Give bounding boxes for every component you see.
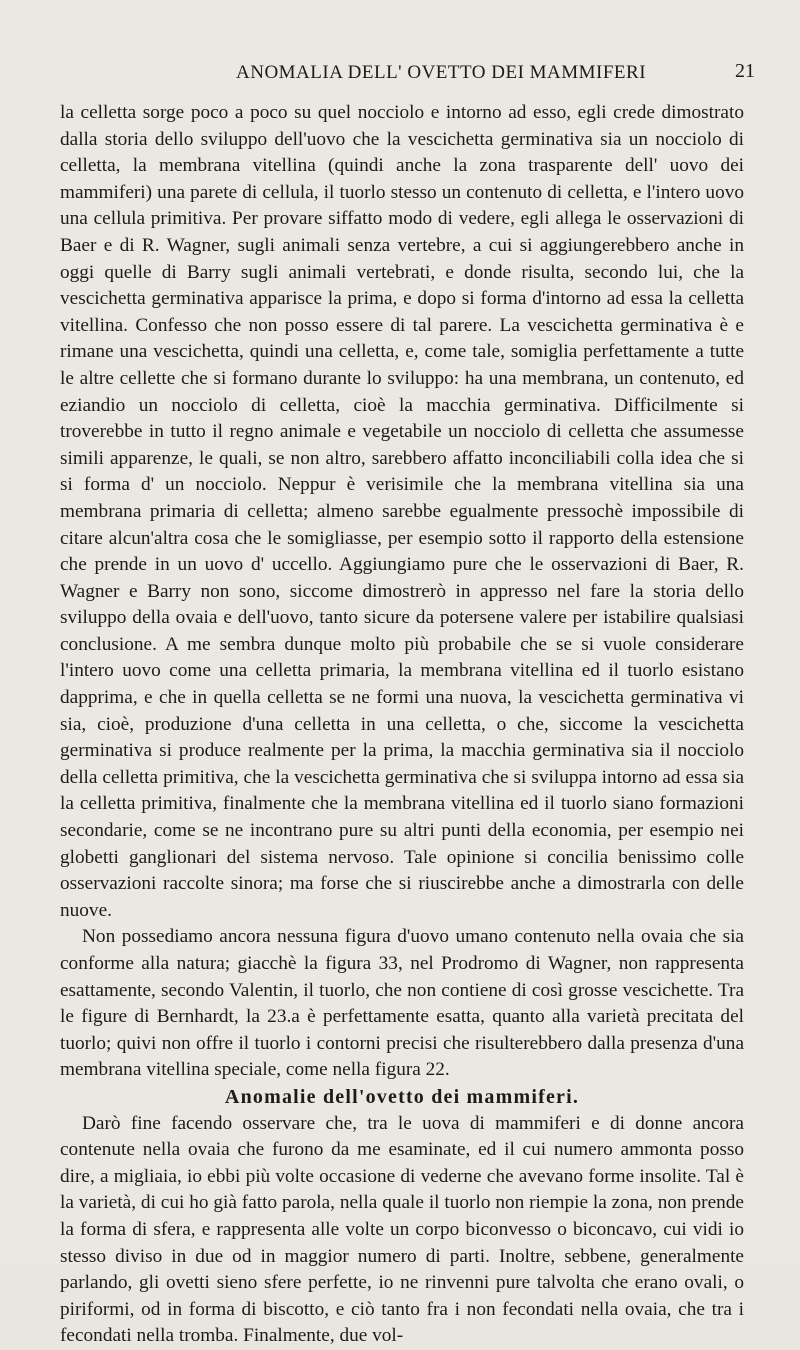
paragraph: la celletta sorge poco a poco su quel nocciolo e intorno ad esso, egli crede dimostrato dalla storia dello sviluppo dell'uovo che la vescichetta germinativa sia un nocciolo di celletta, la membrana vitellina (quindi anche la zona trasparente dell' uovo dei mammiferi) una parete di cellula, il tuorlo stesso un contenuto di celletta, e l'intero uovo una cellula primitiva. Per provare siffatto modo di vedere, egli allega le osservazioni di Baer e di R. Wagner, sugli animali senza vertebre, a cui si aggiungerebbero anche in oggi quelle di Barry sugli animali vertebrati, e donde risulta, secondo lui, che la vescichetta germinativa apparisce la prima, e dopo si forma d'intorno ad essa la celletta vitellina. Confesso che non posso essere di tal parere. La vescichetta germinativa è e rimane una vescichetta, quindi una celletta, e, come tale, somiglia perfettamente a tutte le altre cellette che si formano durante lo sviluppo: ha una membrana, un contenuto, ed eziandio un nocciolo di celletta, cioè la macchia germinativa. Difficilmente si troverebbe in tutto il regno animale e vegetabile un nocciolo di celletta che assumesse simili apparenze, le quali, se non altro, sarebbero affatto inconciliabili colla idea che si si forma d' un nocciolo. Neppur è verisimile che la membrana vitellina sia una membrana primaria di celletta; almeno sarebbe egualmente pressochè impossibile di citare alcun'altra cosa che le somigliasse, per esempio sotto il rapporto della estensione che prende in un uovo d' uccello. Aggiungiamo pure che le osservazioni di Baer, R. Wagner e Barry non sono, siccome dimostrerò in appresso nel fare la storia dello sviluppo della ovaia e dell'uovo, tanto sicure da potersene valere per istabilire qualsiasi conclusione. A me sembra dunque molto più probabile che se si vuole considerare l'intero uovo come una celletta primaria, la membrana vitellina ed il tuorlo esistano dapprima, e che in quella celletta se ne formi una nuova, la vescichetta germinativa vi sia, cioè, produzione d'una celletta in una celletta, o che, siccome la vescichetta germinativa si produce realmente per la prima, la macchia germinativa sia il nocciolo della celletta primitiva, che la vescichetta germinativa che si sviluppa intorno ad essa sia la celletta primitiva, finalmente che la membrana vitellina ed il tuorlo siano formazioni secondarie, come se ne incontrano pure su altri punti della economia, per esempio nei globetti ganglionari del sistema nervoso. Tale opinione si concilia benissimo colle osservazioni raccolte sinora; ma forse che si riuscirebbe anche a dimostrarla con delle nuove. (60, 102, 744, 921)
body-text (60, 100, 744, 1350)
paragraph: Darò fine facendo osservare che, tra le uova di mammiferi e di donne ancora contenute nella ovaia che furono da me esaminate, ed il cui numero ammonta posso dire, a migliaia, io ebbi più volte occasione di vederne che avevano forme insolite. Tal è la varietà, di cui ho già fatto parola, nella quale il tuorlo non riempie la zona, non prende la forma di sfera, e rappresenta alle volte un corpo biconvesso o biconcavo, cui vidi io stesso diviso in due od in maggior numero di parti. Inoltre, sebbene, generalmente parlando, gli ovetti sieno sfere perfette, io ne rinvenni pure talvolta che erano ovali, o piriformi, od in forma di biscotto, e ciò tanto fra i non fecondati nella ovaia, che tra i fecondati nella tromba. Finalmente, due vol- (60, 1112, 744, 1347)
section-heading: Anomalie dell'ovetto dei mammiferi. (224, 1085, 580, 1108)
page-number: 21 (735, 60, 755, 82)
paragraph: Non possediamo ancora nessuna figura d'uovo umano contenuto nella ovaia che sia conforme alla natura; giacchè la figura 33, nel Prodromo di Wagner, non rappresenta esattamente, secondo Valentin, il tuorlo, che non contiene di così grosse vescichette. Tra le figure di Bernhardt, la 23.a è perfettamente esatta, quanto alla varietà precitata del tuorlo; quivi non offre il tuorlo i contorni precisi che risulterebbero dalla presenza d'una membrana vitellina speciale, come nella figura 22. (60, 926, 744, 1081)
running-head: ANOMALIA DELL' OVETTO DEI MAMMIFERI (236, 62, 647, 83)
